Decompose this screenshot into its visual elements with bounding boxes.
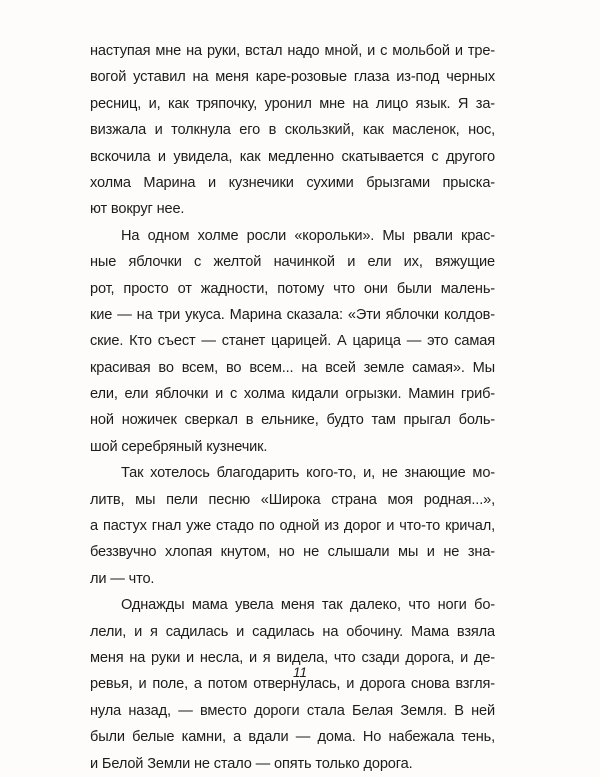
text-line: ресниц, и, как тряпочку, уронил мне на лицо язык. Я за- bbox=[90, 95, 495, 112]
text-line: лели, и я садилась и садилась на обочину. Мама взяла bbox=[90, 623, 495, 640]
text-line: рот, просто от жадности, потому что они были малень- bbox=[90, 280, 495, 297]
text-line: На одном холме росли «корольки». Мы рвали крас- bbox=[121, 227, 495, 244]
text-line: ели, ели яблочки и с холма кидали огрызки. Мамин гриб- bbox=[90, 386, 495, 403]
text-line: были белые камни, а вдали — дома. Но набежала тень, bbox=[90, 729, 495, 746]
text-line: вскочила и увидела, как медленно скатывается с другого bbox=[90, 148, 495, 165]
text-line: ские. Кто съест — станет царицей. А царица — это самая bbox=[90, 333, 495, 350]
text-line: кие — на три укуса. Марина сказала: «Эти яблочки колдов- bbox=[90, 306, 495, 323]
text-line: Однажды мама увела меня так далеко, что ноги бо- bbox=[121, 597, 495, 614]
text-line: шой серебряный кузнечик. bbox=[90, 438, 268, 455]
text-line: Так хотелось благодарить кого-то, и, не знающие мо- bbox=[121, 465, 495, 482]
text-line: ли — что. bbox=[90, 570, 155, 587]
text-line: ной ножичек сверкал в ельнике, будто там прыгал боль- bbox=[90, 412, 495, 429]
text-line: беззвучно хлопая кнутом, но не слышали мы и не зна- bbox=[90, 544, 495, 561]
text-line: ные яблочки с желтой начинкой и ели их, вяжущие bbox=[90, 254, 495, 271]
text-line: и Белой Земли не стало — опять только дорога. bbox=[90, 755, 413, 772]
text-line: наступая мне на руки, встал надо мной, и с мольбой и тре- bbox=[90, 43, 495, 59]
text-line: вогой уставил на меня каре-розовые глаза из-под черных bbox=[90, 69, 495, 86]
page-number: 11 bbox=[292, 665, 307, 680]
text-line: литв, мы пели песню «Широка страна моя родная...», bbox=[90, 491, 495, 508]
text-line: холма Марина и кузнечики сухими брызгами прыска- bbox=[90, 174, 495, 191]
text-line: ют вокруг нее. bbox=[90, 201, 185, 218]
text-line: нула назад, — вместо дороги стала Белая Земля. В ней bbox=[90, 702, 495, 719]
text-line: меня на руки и несла, и я видела, что сзади дорога, и де- bbox=[90, 649, 495, 666]
text-line: визжала и толкнула его в скользкий, как масленок, нос, bbox=[90, 122, 495, 139]
text-line: а пастух гнал уже стадо по одной из дорог и что-то кричал, bbox=[90, 518, 495, 535]
text-line: ревья, и поле, а потом отвернулась, и дорога снова взгля- bbox=[90, 676, 495, 693]
text-line: красивая во всем, во всем... на всей земле самая». Мы bbox=[90, 359, 495, 376]
